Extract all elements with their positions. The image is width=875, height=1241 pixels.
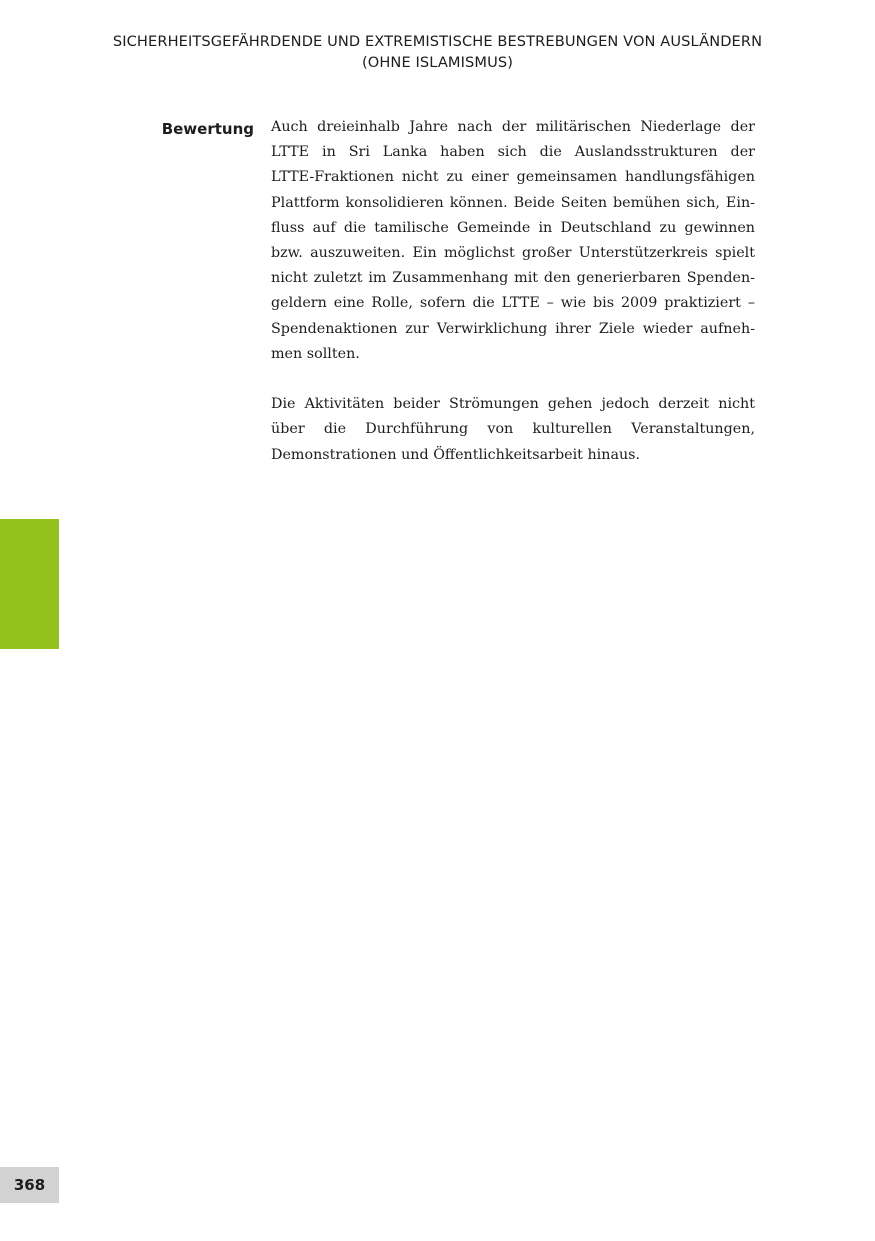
text-line: Demonstrationen und Öffentlichkeitsarbeit hinaus. xyxy=(271,446,641,463)
text-line: LTTE-Fraktionen nicht zu einer gemeinsamen handlungsfähigen xyxy=(271,169,755,186)
page-number: 368 xyxy=(0,1167,59,1203)
section-body xyxy=(271,115,755,468)
chapter-tab-marker xyxy=(0,519,59,649)
text-line: fluss auf die tamilische Gemeinde in Deutschland zu gewinnen xyxy=(271,219,755,236)
running-header xyxy=(60,31,815,73)
text-line: men sollten. xyxy=(271,345,360,362)
text-line: Auch dreieinhalb Jahre nach der militärischen Niederlage der xyxy=(271,119,755,135)
text-line: Die Aktivitäten beider Strömungen gehen jedoch derzeit nicht xyxy=(271,396,755,413)
text-line: über die Durchführung von kulturellen Veranstaltungen, xyxy=(271,421,755,438)
text-line: bzw. auszuweiten. Ein möglichst großer Unterstützerkreis spielt xyxy=(271,245,755,262)
text-line: geldern eine Rolle, sofern die LTTE – wie bis 2009 praktiziert – xyxy=(271,295,755,312)
running-header-line: (OHNE ISLAMISMUS) xyxy=(361,54,514,71)
text-line: Plattform konsolidieren können. Beide Seiten bemühen sich, Ein- xyxy=(271,194,755,211)
running-header-line: SICHERHEITSGEFÄHRDENDE UND EXTREMISTISCHE BESTREBUNGEN VON AUSLÄNDERN xyxy=(112,33,763,50)
text-line: nicht zuletzt im Zusammenhang mit den generierbaren Spenden- xyxy=(271,270,755,287)
section-label: Bewertung xyxy=(161,120,254,138)
body-paragraph xyxy=(271,392,755,468)
text-line: LTTE in Sri Lanka haben sich die Auslandsstrukturen der xyxy=(271,144,755,161)
body-paragraph xyxy=(271,115,755,367)
text-line: Spendenaktionen zur Verwirklichung ihrer Ziele wieder aufneh- xyxy=(271,320,755,337)
